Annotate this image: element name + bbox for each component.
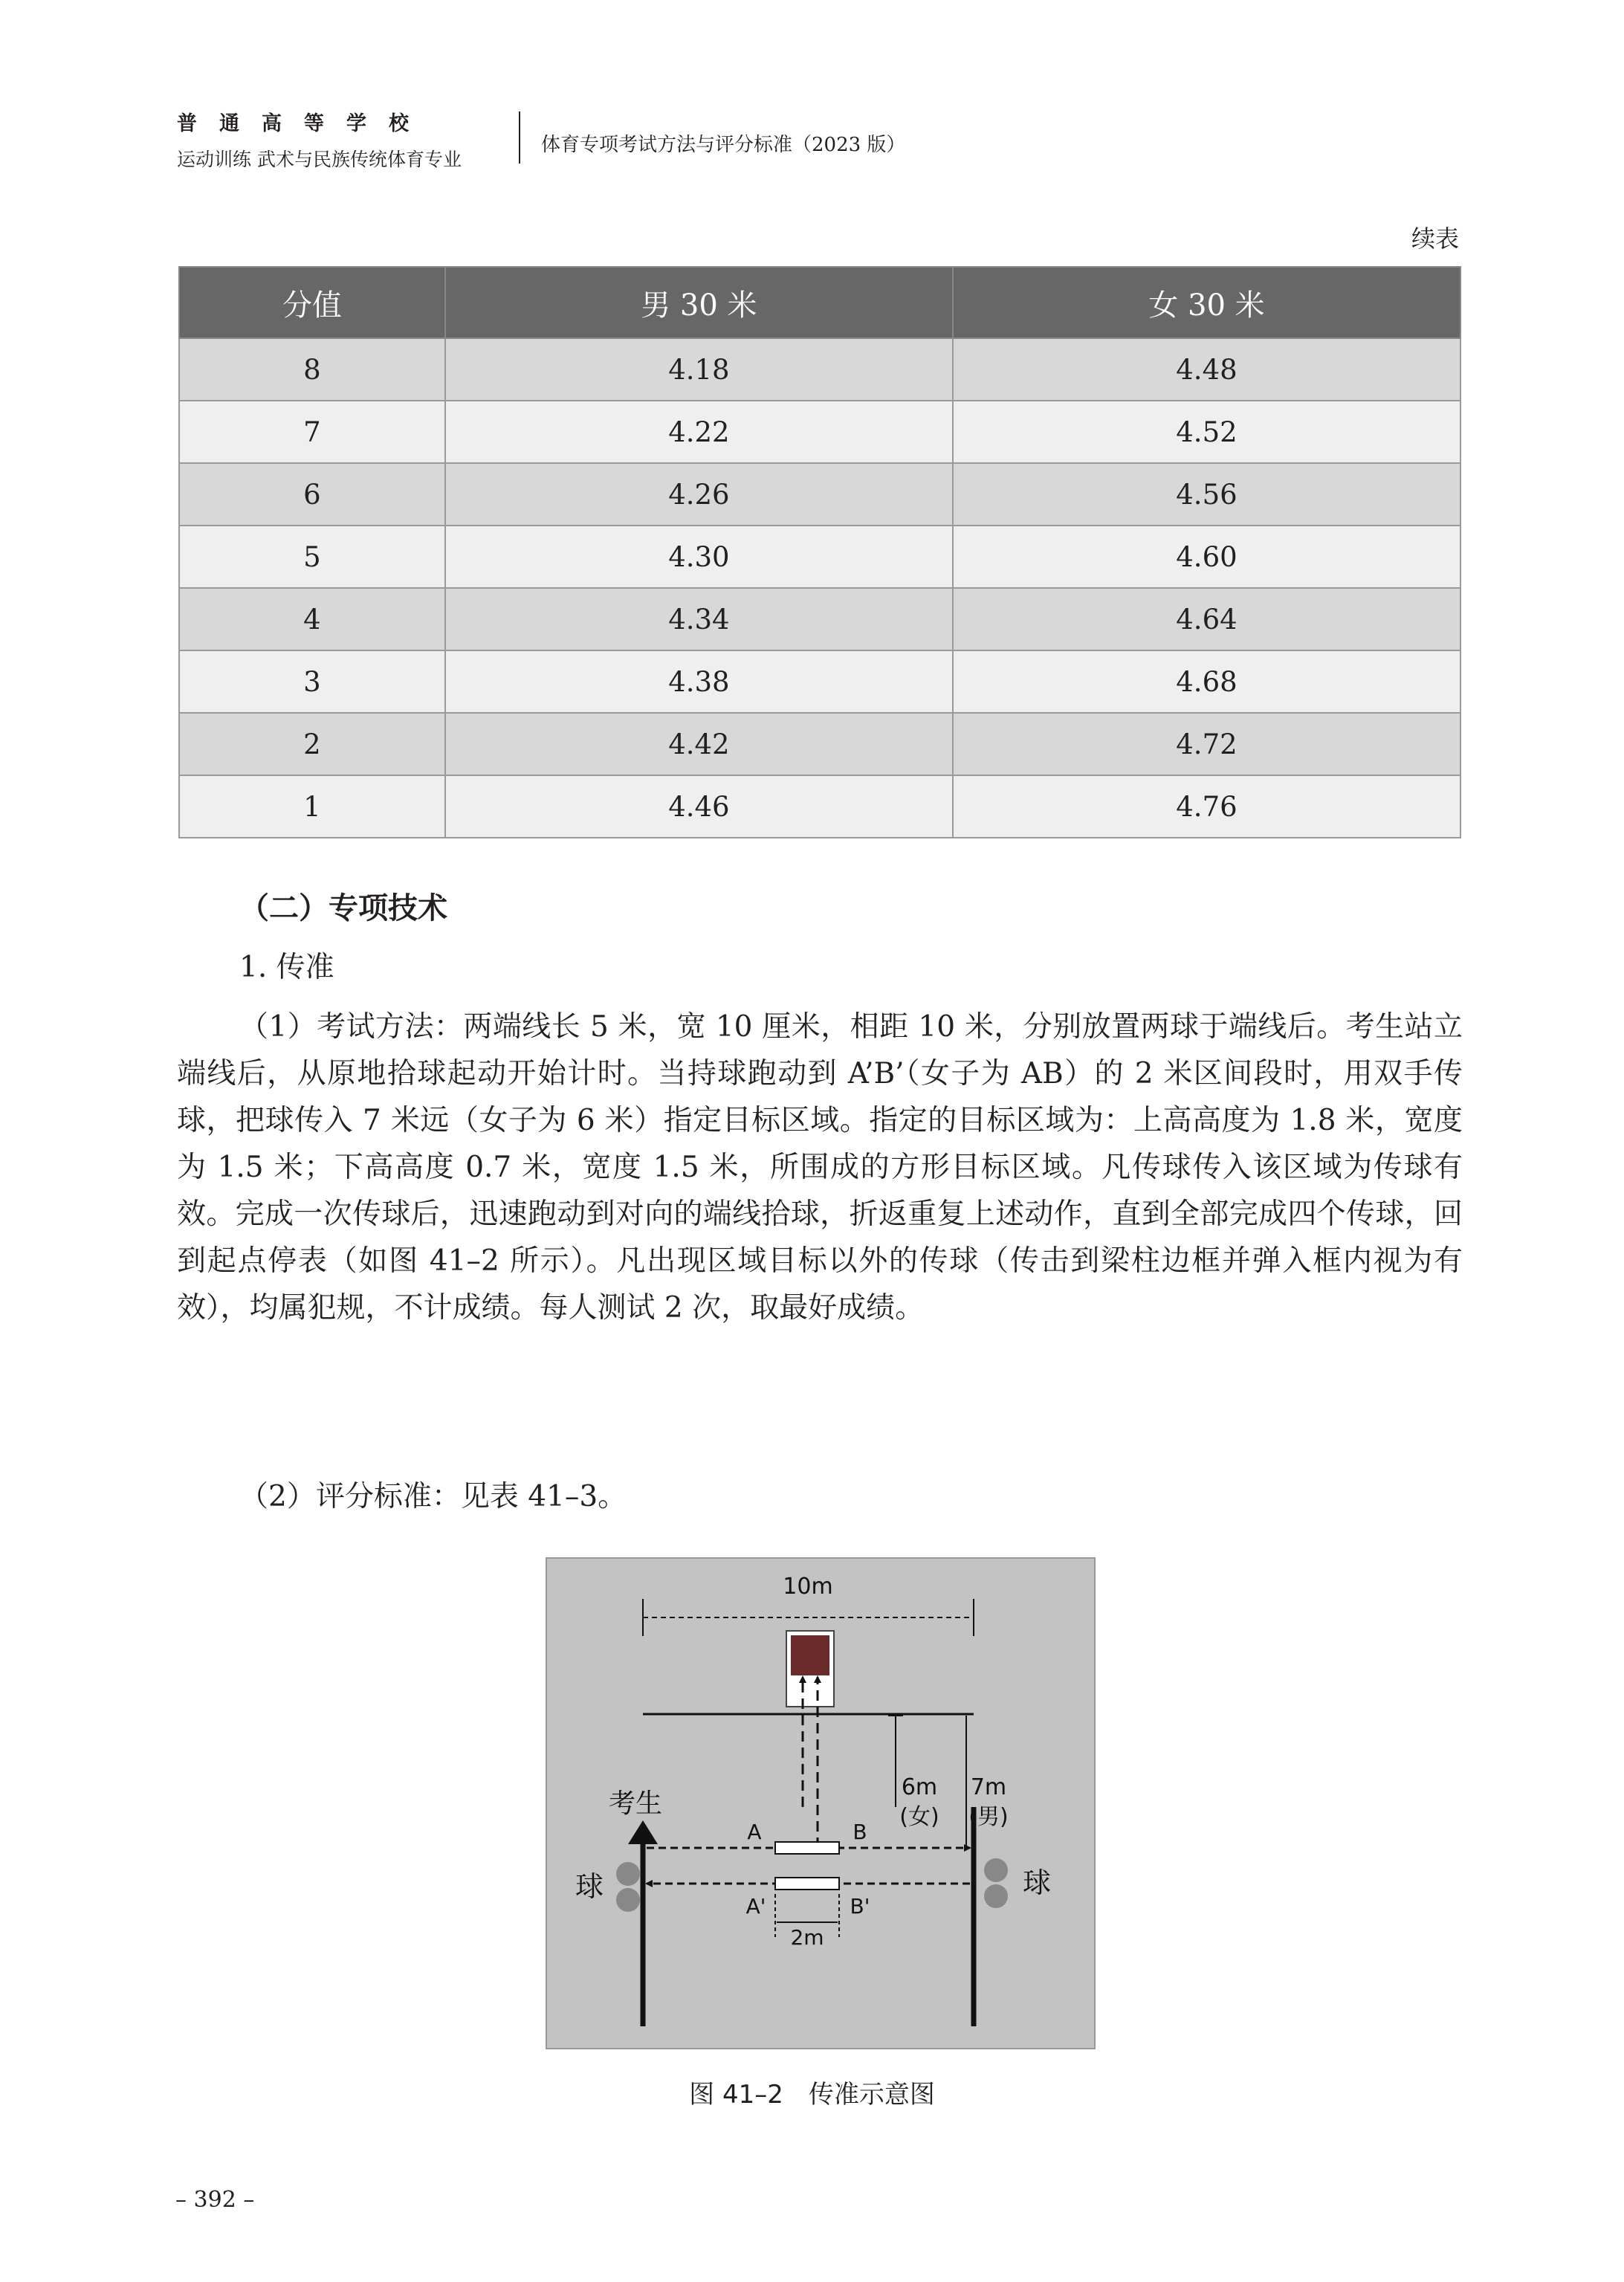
header-cell-female: 女 30 米	[953, 267, 1460, 338]
section-heading: （二）专项技术	[239, 891, 447, 925]
ball-left-2	[616, 1888, 640, 1912]
label-examinee: 考生	[608, 1788, 663, 1819]
cell-male: 4.18	[445, 338, 953, 401]
cell-score: 3	[179, 650, 445, 713]
table-row	[179, 526, 1460, 588]
cell-female: 4.56	[953, 463, 1460, 526]
segment-A2B2	[775, 1878, 839, 1890]
cell-score: 7	[179, 401, 445, 463]
label-ball-left: 球	[575, 1870, 604, 1903]
score-table	[178, 266, 1461, 838]
cell-male: 4.34	[445, 588, 953, 650]
table-row	[179, 775, 1460, 838]
ball-right-2	[984, 1884, 1008, 1908]
label-7m: 7m	[970, 1774, 1007, 1800]
header-divider	[519, 111, 520, 164]
label-A: A	[747, 1820, 762, 1844]
header-cell-male: 男 30 米	[445, 267, 953, 338]
label-B-prime: B'	[850, 1894, 870, 1919]
target-zone	[791, 1635, 829, 1675]
cell-score: 1	[179, 775, 445, 838]
scoring-paragraph: （2）评分标准：见表 41–3。	[239, 1480, 627, 1513]
cell-score: 8	[179, 338, 445, 401]
cell-male: 4.26	[445, 463, 953, 526]
cell-male: 4.46	[445, 775, 953, 838]
cell-score: 5	[179, 526, 445, 588]
label-male: (男)	[968, 1804, 1009, 1830]
label-10m: 10m	[783, 1574, 833, 1600]
continued-label: 续表	[1411, 224, 1459, 253]
cell-male: 4.30	[445, 526, 953, 588]
cell-female: 4.60	[953, 526, 1460, 588]
table-header-row	[179, 267, 1460, 338]
cell-female: 4.64	[953, 588, 1460, 650]
cell-female: 4.52	[953, 401, 1460, 463]
label-ball-right: 球	[1022, 1866, 1052, 1899]
table-row	[179, 713, 1460, 775]
table-row	[179, 338, 1460, 401]
cell-score: 4	[179, 588, 445, 650]
header-cell-score: 分值	[179, 267, 445, 338]
cell-female: 4.72	[953, 713, 1460, 775]
cell-score: 2	[179, 713, 445, 775]
header-major: 运动训练 武术与民族传统体育专业	[177, 149, 462, 170]
label-female: (女)	[899, 1804, 939, 1830]
label-A-prime: A'	[745, 1894, 766, 1919]
cell-score: 6	[179, 463, 445, 526]
header-school: 普通高等学校	[177, 112, 431, 135]
figure-caption: 图 41–2 传准示意图	[689, 2080, 935, 2110]
cell-male: 4.42	[445, 713, 953, 775]
table-row	[179, 401, 1460, 463]
cell-female: 4.76	[953, 775, 1460, 838]
cell-male: 4.22	[445, 401, 953, 463]
table-row	[179, 588, 1460, 650]
header-title: 体育专项考试方法与评分标准（2023 版）	[541, 134, 906, 156]
table-row	[179, 463, 1460, 526]
ball-right-1	[984, 1858, 1008, 1882]
cell-female: 4.48	[953, 338, 1460, 401]
subsection-heading: 1. 传准	[239, 951, 334, 984]
passing-diagram	[539, 1551, 1102, 2056]
page-number: – 392 –	[175, 2187, 255, 2213]
method-paragraph: （1）考试方法：两端线长 5 米，宽 10 厘米，相距 10 米，分别放置两球于端线后。考生站立端线后，从原地拾球起动开始计时。当持球跑动到 A’B’（女子为 AB）的 2 米区间段时，用双手传球，把球传入 7 米远（女子为 6 米）指定目标区域。指定的目标区域为：上高高度为 1.8 米，宽度为 1.5 米；下高高度 0.7 米，宽度 1.5 米，所围成的方形目标区域。凡传球传入该区域为传球有效。完成一次传球后，迅速跑动到对向的端线拾球，折返重复上述动作，直到全部完成四个传球，回到起点停表（如图 41–2 所示）。凡出现区域目标以外的传球（传击到梁柱边框并弹入框内视为有效），均属犯规，不计成绩。每人测试 2 次，取最好成绩。	[177, 1010, 1463, 1325]
ball-left-1	[616, 1862, 640, 1886]
segment-AB	[775, 1842, 839, 1854]
cell-female: 4.68	[953, 650, 1460, 713]
table-row	[179, 650, 1460, 713]
label-B: B	[853, 1820, 867, 1844]
label-6m: 6m	[901, 1774, 938, 1800]
label-2m: 2m	[790, 1925, 824, 1950]
cell-male: 4.38	[445, 650, 953, 713]
